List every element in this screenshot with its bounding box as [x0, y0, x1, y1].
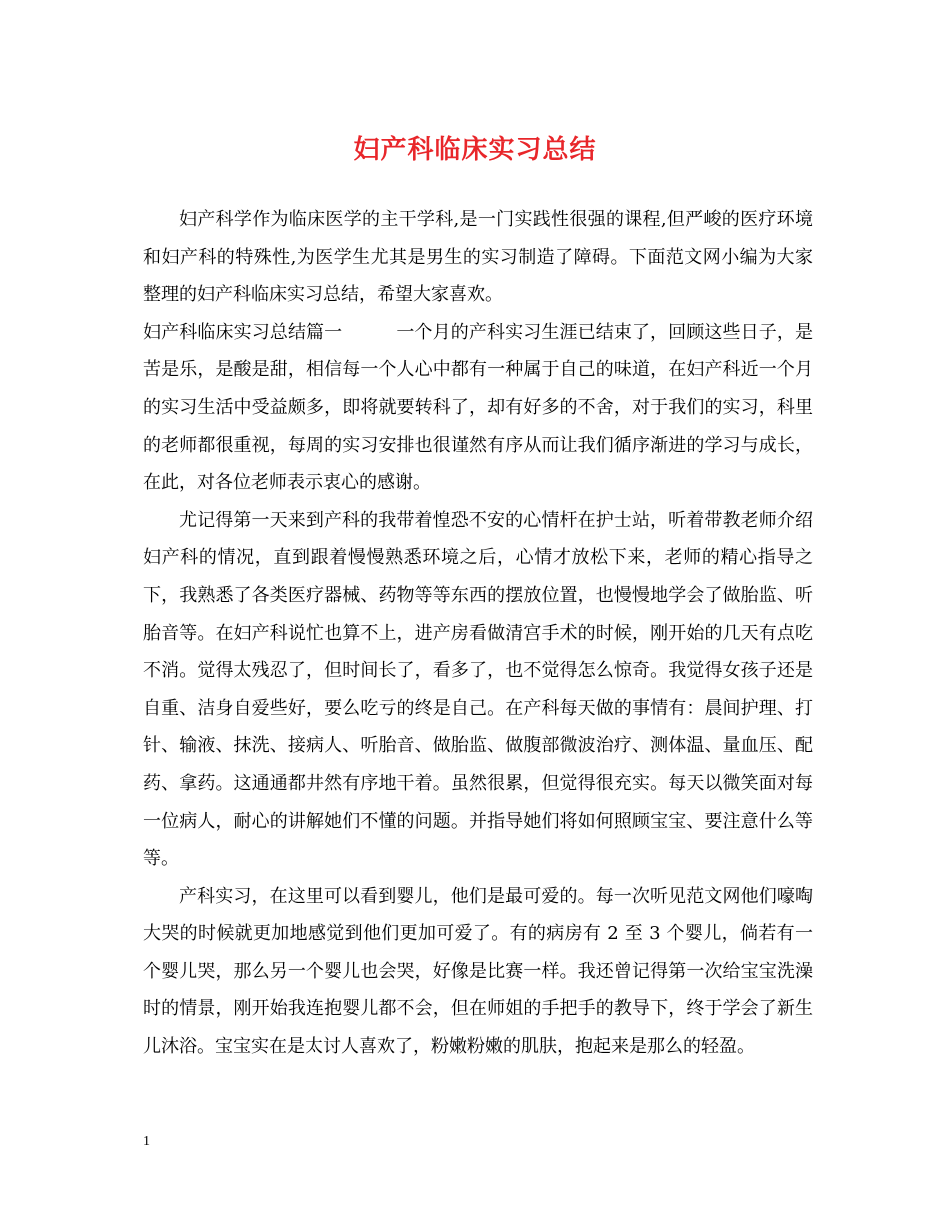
intro-paragraph: 妇产科学作为临床医学的主干学科,是一门实践性很强的课程,但严峻的医疗环境和妇产科的特殊性,为医学生尤其是男生的实习制造了障碍。下面范文网小编为大家整理的妇产科临床实习总结，希望大家喜欢。 — [143, 209, 813, 306]
paragraph-babies: 产科实习，在这里可以看到婴儿，他们是最可爱的。每一次听见范文网他们嚎啕大哭的时候就更加地感觉到他们更加可爱了。有的病房有 2 至 3 个婴儿，倘若有一个婴儿哭，那么另一个婴儿也会哭，好像是比赛一样。我还曾记得第一次给宝宝洗澡时的情景，刚开始我连抱婴儿都不会，但在师姐的手把手的教导下，终于学会了新生儿沐浴。宝宝实在是太讨人喜欢了，粉嫩粉嫩的肌肤，抱起来是那么的轻盈。 — [143, 885, 813, 1058]
section-first-paragraph: 一个月的产科实习生涯已结束了，回顾这些日子，是苦是乐，是酸是甜，相信每一个人心中都有一种属于自己的味道，在妇产科近一个月的实习生活中受益颇多，即将就要转科了，却有好多的不舍，对于我们的实习，科里的老师都很重视，每周的实习安排也很谨然有序从而让我们循序渐进的学习与成长，在此，对各位老师表示衷心的感谢。 — [143, 321, 814, 494]
paragraph-first-day: 尤记得第一天来到产科的我带着惶恐不安的心情杆在护士站，听着带教老师介绍妇产科的情况，直到跟着慢慢熟悉环境之后，心情才放松下来，老师的精心指导之下，我熟悉了各类医疗器械、药物等等东西的摆放位置，也慢慢地学会了做胎监、听胎音等。在妇产科说忙也算不上，进产房看做清宫手术的时候，刚开始的几天有点吃不消。觉得太残忍了，但时间长了，看多了，也不觉得怎么惊奇。我觉得女孩子还是自重、洁身自爱些好，要么吃亏的终是自己。在产科每天做的事情有：晨间护理、打针、输液、抹洗、接病人、听胎音、做胎监、做腹部微波治疗、测体温、量血压、配药、拿药。这通通都井然有序地干着。虽然很累，但觉得很充实。每天以微笑面对每一位病人，耐心的讲解她们不懂的问题。并指导她们将如何照顾宝宝、要注意什么等等。 — [143, 509, 813, 870]
page-number: 1 — [143, 1134, 150, 1149]
section-heading: 妇产科临床实习总结篇一 — [143, 321, 343, 343]
section-one-paragraph — [143, 314, 813, 502]
document-body — [143, 201, 813, 1066]
document-title: 妇产科临床实习总结 — [353, 135, 597, 165]
